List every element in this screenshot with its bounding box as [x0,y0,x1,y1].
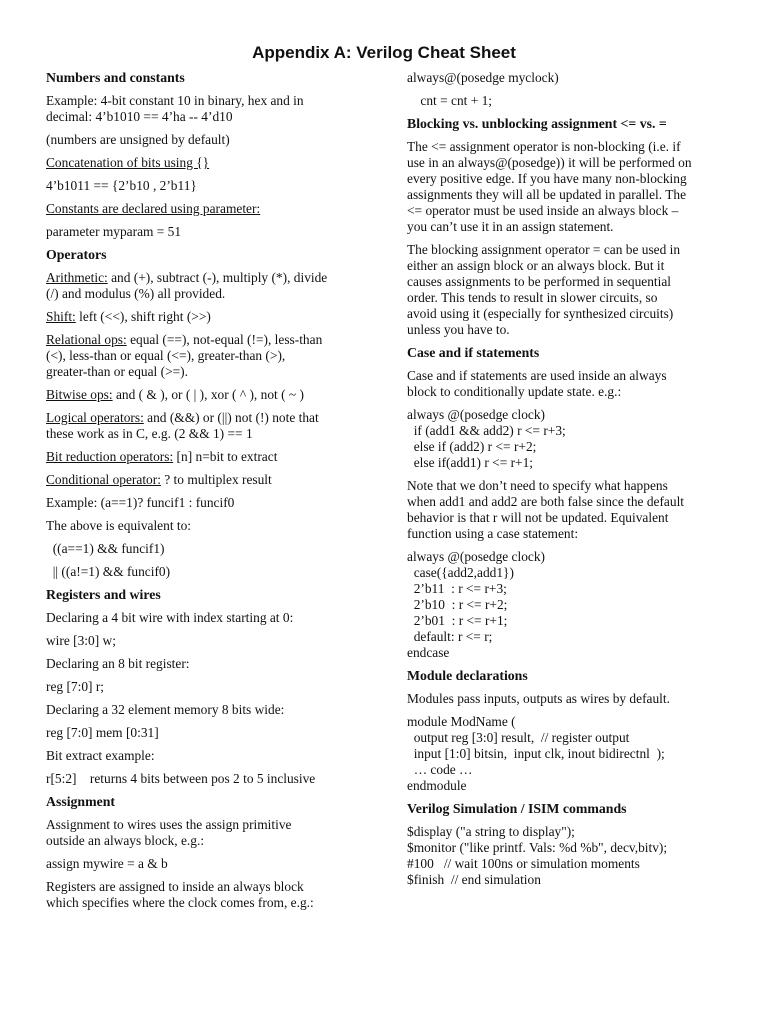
paragraph: 4’b1011 == {2’b10 , 2’b11} [46,178,197,193]
code-block: always @(posedge clock) if (add1 && add2) r <= r+3; else if (add2) r <= r+2; else if(add1) r <= r+1; [407,407,566,470]
code-block: ((a==1) && funcif1) [46,541,165,556]
left-column [46,70,364,918]
paragraph: Registers are assigned to inside an always block which specifies where the clock comes from, e.g.: [46,879,314,910]
operator-label: Bit reduction operators: [46,449,174,464]
section-heading: Blocking vs. unblocking assignment <= vs. = [407,116,667,131]
paragraph: The above is equivalent to: [46,518,192,533]
paragraph: Declaring a 4 bit wire with index starting at 0: [46,610,294,625]
operator-description: [n] n=bit to extract [173,449,278,464]
paragraph: Case and if statements are used inside an always block to conditionally update state. e.g.: [407,368,667,399]
paragraph: reg [7:0] r; [46,679,105,694]
operator-description: left (<<), shift right (>>) [75,309,211,324]
paragraph: parameter myparam = 51 [46,224,182,239]
paragraph: The blocking assignment operator = can be used in either an assign block or an always block. But it causes assignments to be performed in sequential order. This tends to result in slower circuits, so avoid using it (especially for synthesized circuits) unless you have to. [407,242,681,337]
page-title: Appendix A: Verilog Cheat Sheet [252,43,516,62]
underlined-label: Concatenation of bits using {} [46,155,210,170]
operator-label: Conditional operator: [46,472,161,487]
paragraph: Bit extract example: [46,748,155,763]
operator-description: and (+), subtract (-), multiply (*), divide (/) and modulus (%) all provided. [46,270,328,301]
operator-line [46,449,364,465]
operator-label: Arithmetic: [46,270,108,285]
section-heading: Module declarations [407,668,528,683]
code-block: always @(posedge clock) case({add2,add1}) 2’b11 : r <= r+3; 2’b10 : r <= r+2; 2’b01 : r <= r+1; default: r <= r; endcase [407,549,546,660]
operator-line [46,387,364,403]
section-heading: Registers and wires [46,587,161,602]
code-block: r[5:2] returns 4 bits between pos 2 to 5 inclusive [46,771,316,786]
paragraph: Example: (a==1)? funcif1 : funcif0 [46,495,235,510]
right-column [407,70,727,895]
paragraph: (numbers are unsigned by default) [46,132,230,147]
section-heading: Case and if statements [407,345,540,360]
operator-line [46,410,364,442]
operator-description: ? to multiplex result [160,472,272,487]
paragraph: wire [3:0] w; [46,633,116,648]
section-heading: Numbers and constants [46,70,185,85]
paragraph: Note that we don’t need to specify what happens when add1 and add2 are both false since the default behavior is that r will not be updated. Equivalent function using a case statement: [407,478,685,541]
operator-description: and (&&) or (||) not (!) note that these work as in C, e.g. (2 && 1) == 1 [46,410,319,441]
operator-line [46,332,364,380]
paragraph: always@(posedge myclock) [407,70,559,85]
paragraph: The <= assignment operator is non-blocking (i.e. if use in an always@(posedge)) it will be performed on every positive edge. If you have many non-blocking assignments they will all be updated in parallel. The <= operator must be used inside an always block – you can’t use it in an assign statement. [407,139,692,234]
operator-description: and ( & ), or ( | ), xor ( ^ ), not ( ~ ) [112,387,304,402]
paragraph: Declaring a 32 element memory 8 bits wide: [46,702,285,717]
section-heading: Verilog Simulation / ISIM commands [407,801,627,816]
code-block: cnt = cnt + 1; [407,93,493,108]
section-heading: Assignment [46,794,115,809]
operator-label: Shift: [46,309,76,324]
code-block: $display ("a string to display"); $monitor ("like printf. Vals: %d %b", decv,bitv); #100 // wait 100ns or simulation moments $finish // end simulation [407,824,668,887]
code-block: module ModName ( output reg [3:0] result, // register output input [1:0] bitsin, input clk, inout bidirectnl ); … code … endmodule [407,714,665,793]
operator-label: Logical operators: [46,410,144,425]
operator-label: Relational ops: [46,332,127,347]
paragraph: assign mywire = a & b [46,856,168,871]
operator-line [46,309,364,325]
operator-line [46,472,364,488]
section-heading: Operators [46,247,107,262]
underlined-label: Constants are declared using parameter: [46,201,261,216]
paragraph: Assignment to wires uses the assign primitive outside an always block, e.g.: [46,817,292,848]
operator-label: Bitwise ops: [46,387,113,402]
code-block: || ((a!=1) && funcif0) [46,564,171,579]
operator-line [46,270,364,302]
paragraph: reg [7:0] mem [0:31] [46,725,159,740]
paragraph: Modules pass inputs, outputs as wires by default. [407,691,670,706]
paragraph: Example: 4-bit constant 10 in binary, hex and in decimal: 4’b1010 == 4’ha -- 4’d10 [46,93,304,124]
operator-description: equal (==), not-equal (!=), less-than (<), less-than or equal (<=), greater-than (>), greater-than or equal (>=). [46,332,323,379]
paragraph: Declaring an 8 bit register: [46,656,190,671]
